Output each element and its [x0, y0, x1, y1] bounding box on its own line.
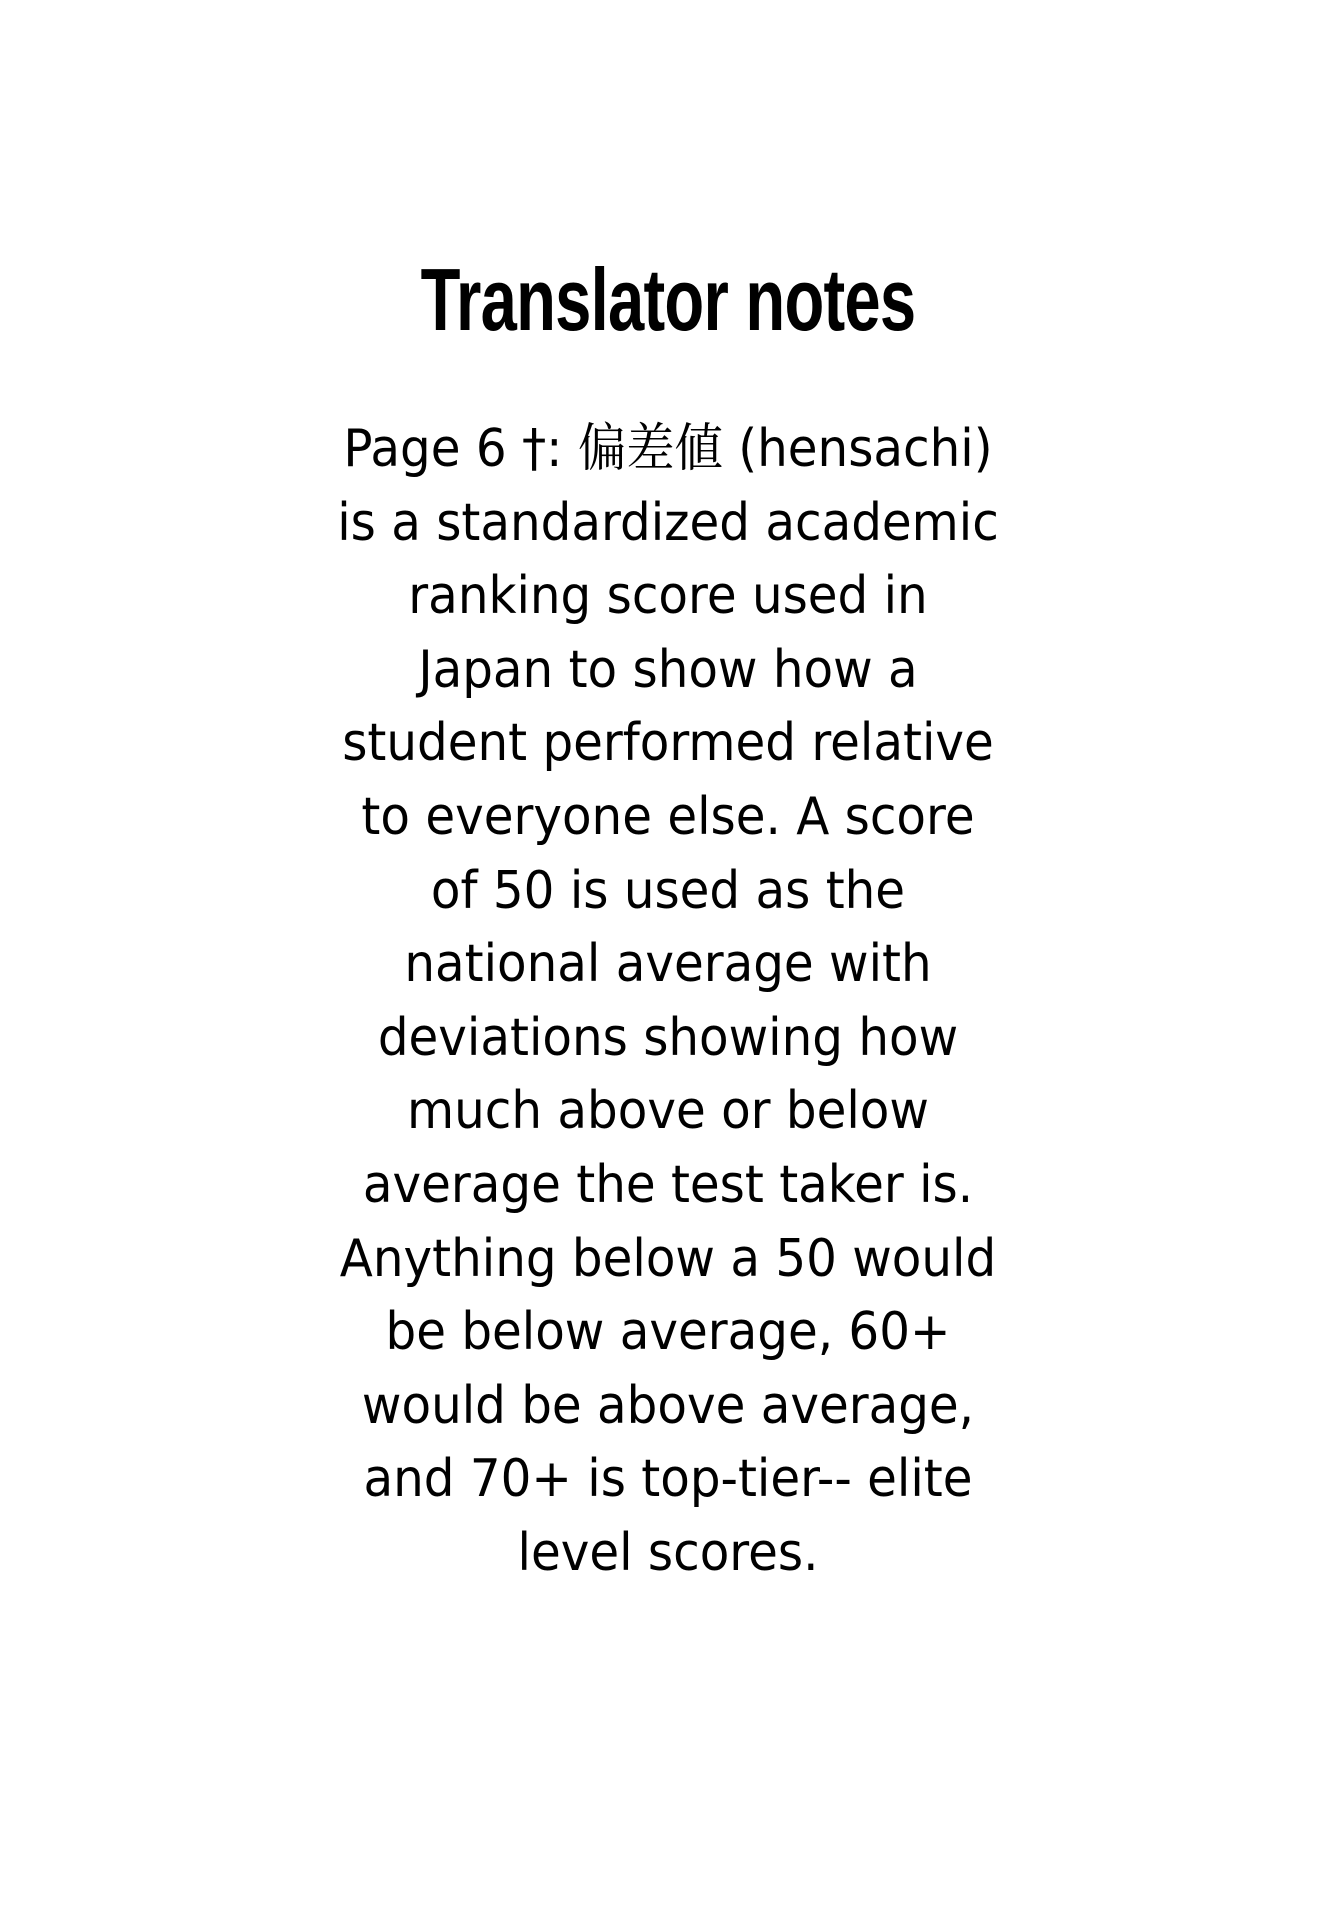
note-line: to everyone else. A score	[361, 786, 975, 847]
note-line: Japan to show how a	[418, 639, 918, 700]
page-title: Translator notes	[420, 250, 916, 349]
note-line: ranking score used in	[408, 566, 928, 627]
note-line: is a standardized academic	[337, 492, 999, 553]
note-line: national average with	[404, 934, 932, 995]
note-line: student performed relative	[342, 713, 994, 774]
note-line: Anything below a 50 would	[339, 1228, 997, 1289]
note-line: would be above average,	[361, 1375, 975, 1436]
note-line: much above or below	[407, 1081, 929, 1142]
note-line: of 50 is used as the	[430, 860, 906, 921]
note-line: and 70+ is top-tier-- elite	[363, 1449, 973, 1510]
note-line: level scores.	[517, 1522, 819, 1583]
note-line: be below average, 60+	[385, 1302, 951, 1363]
translator-note	[0, 413, 1336, 1591]
note-line: Page 6 †: 偏差値 (hensachi)	[343, 419, 993, 479]
note-line: deviations showing how	[377, 1007, 959, 1068]
note-line: average the test taker is.	[362, 1154, 974, 1215]
